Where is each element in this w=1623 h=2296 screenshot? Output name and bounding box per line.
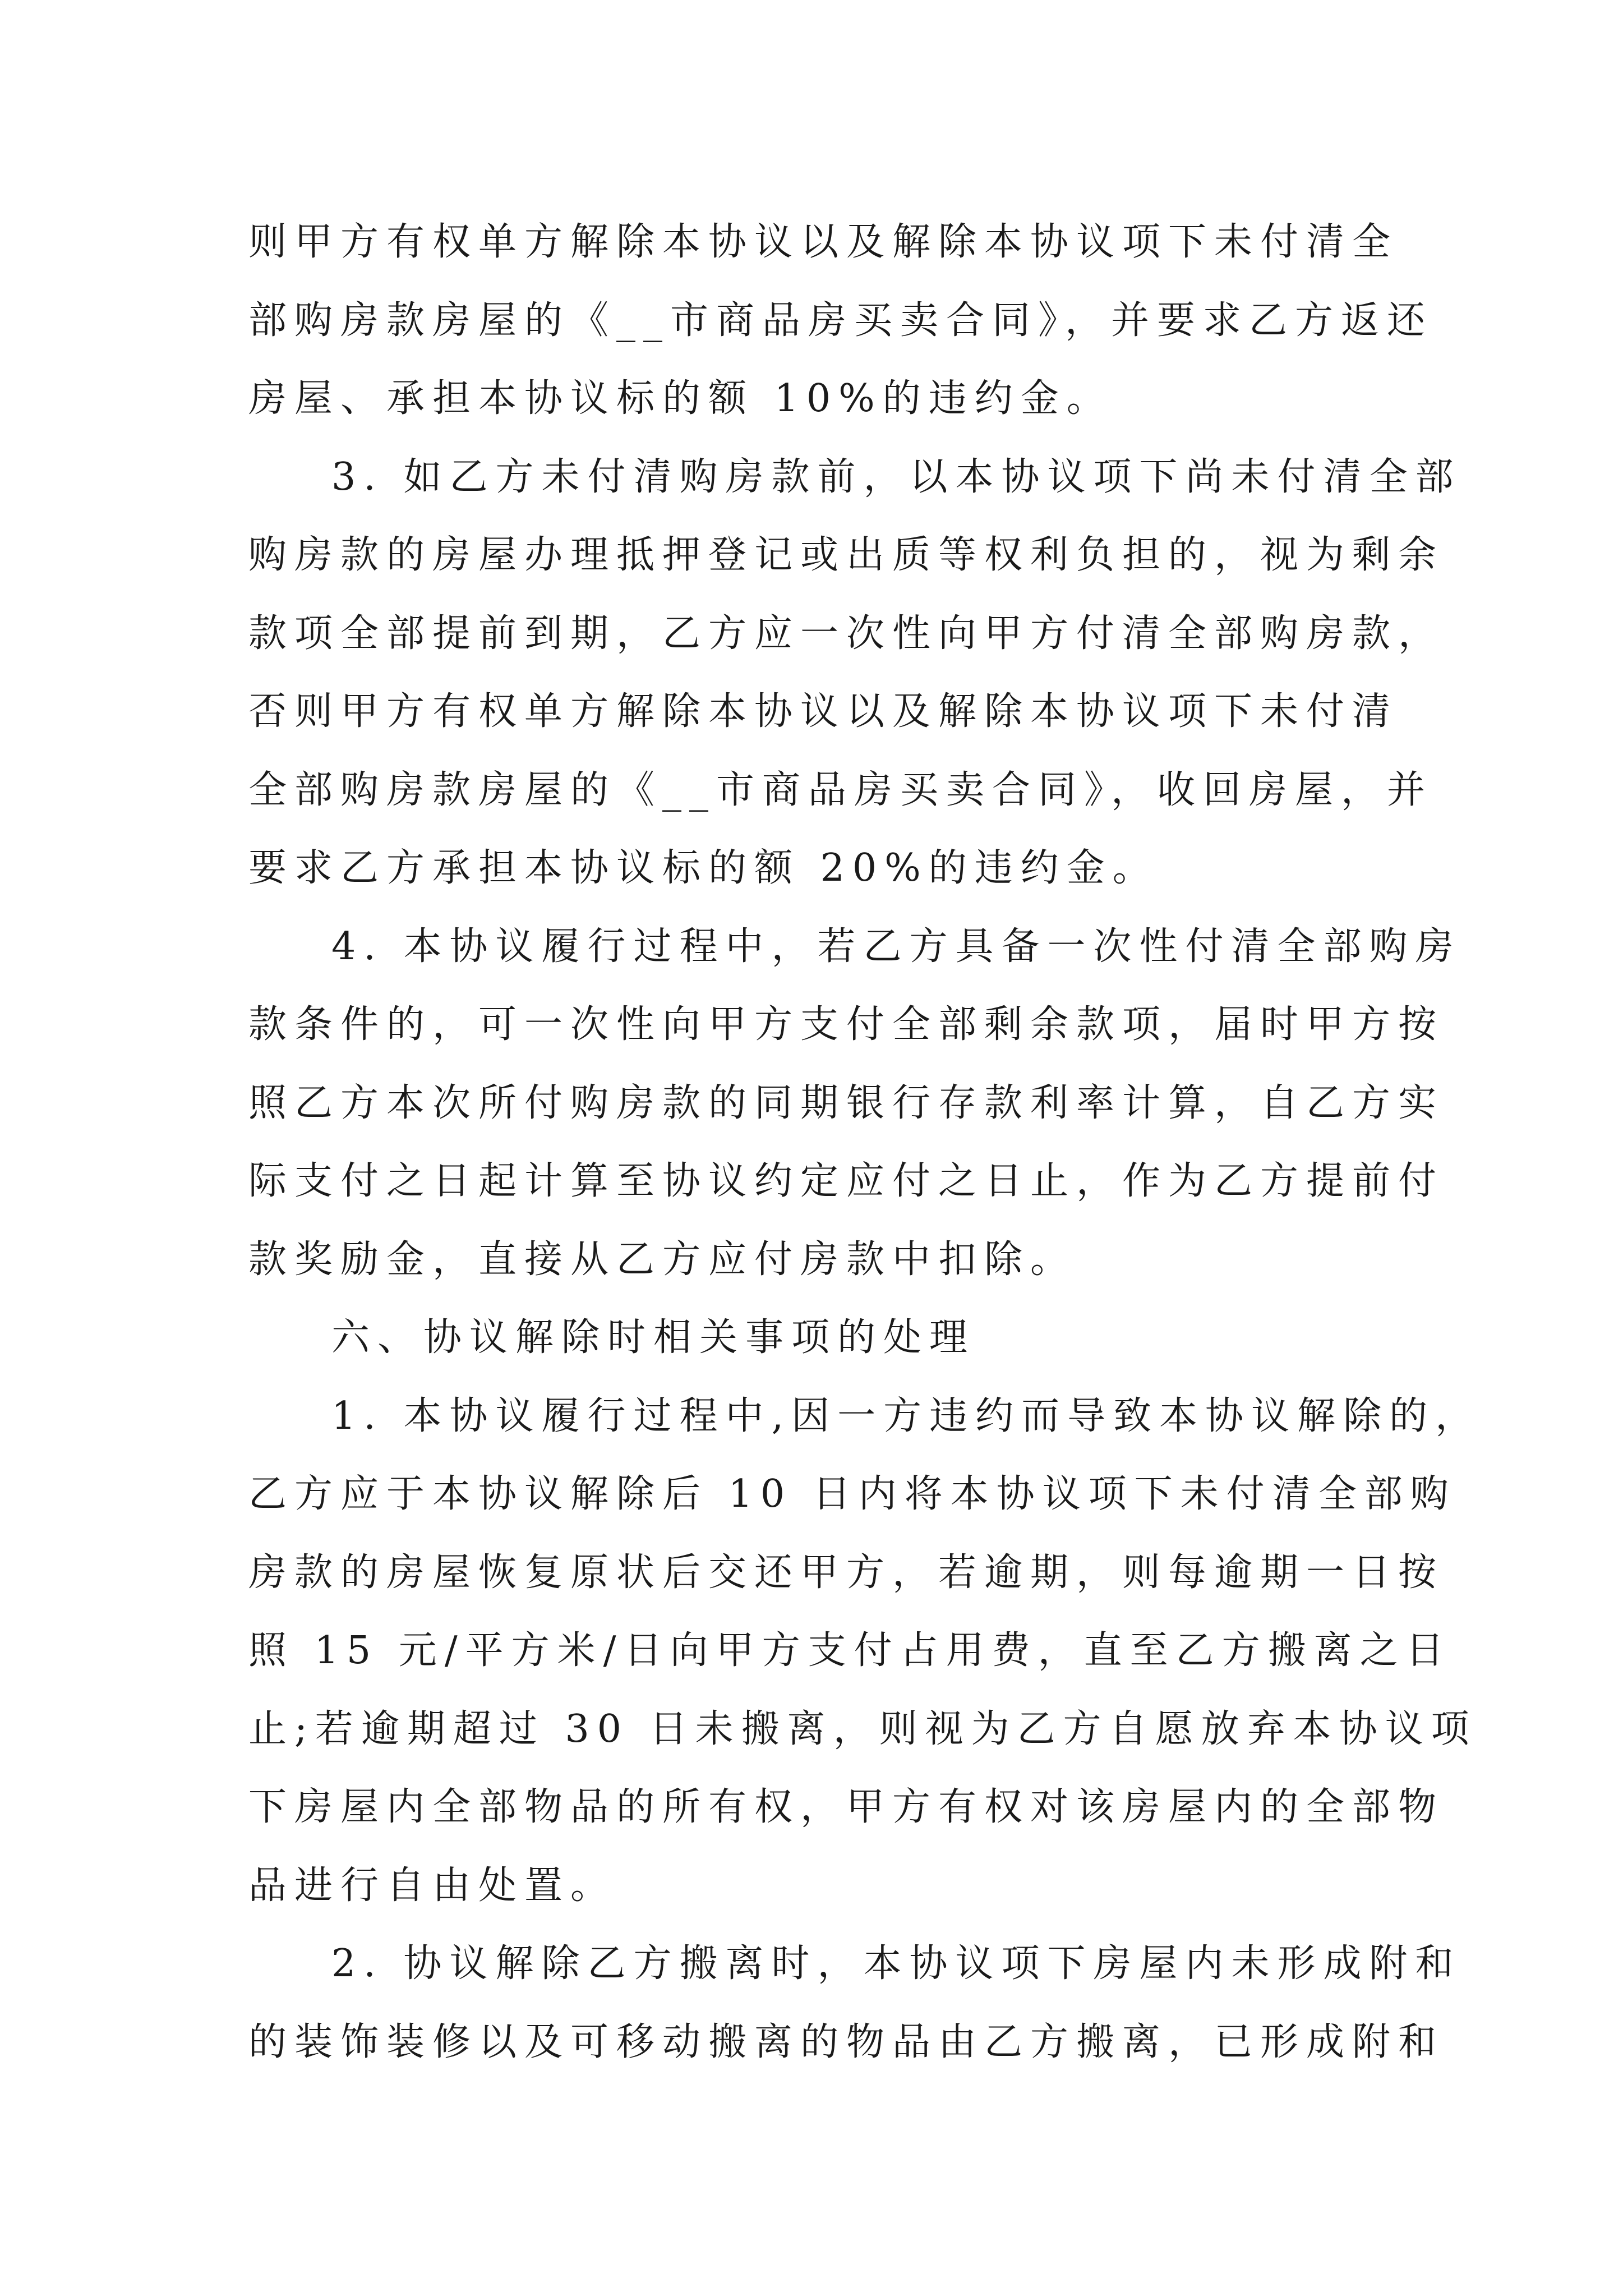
text-line: 要求乙方承担本协议标的额 20%的违约金。	[248, 846, 1159, 890]
text-line: 购房款的房屋办理抵押登记或出质等权利负担的，视为剩余	[248, 533, 1445, 577]
text-line: 款项全部提前到期，乙方应一次性向甲方付清全部购房款，	[248, 611, 1445, 656]
text-line: 全部购房款房屋的《__市商品房买卖合同》，收回房屋，并	[248, 767, 1433, 812]
text-line: 的装饰装修以及可移动搬离的物品由乙方搬离，已形成附和	[248, 2019, 1445, 2064]
text-line: 乙方应于本协议解除后 10 日内将本协议项下未付清全部购	[248, 1472, 1456, 1516]
section-6-heading: 六、协议解除时相关事项的处理	[331, 1315, 976, 1360]
document-body	[248, 203, 1482, 2081]
text-line: 否则甲方有权单方解除本协议以及解除本协议项下未付清	[248, 689, 1399, 734]
clause-4-start: 4. 本协议履行过程中，若乙方具备一次性付清全部购房	[331, 924, 1461, 969]
text-line: 下房屋内全部物品的所有权，甲方有权对该房屋内的全部物	[248, 1785, 1445, 1829]
text-line: 照乙方本次所付购房款的同期银行存款利率计算，自乙方实	[248, 1080, 1445, 1125]
text-line: 照 15 元/平方米/日向甲方支付占用费，直至乙方搬离之日	[248, 1628, 1452, 1673]
text-line: 房屋、承担本协议标的额 10%的违约金。	[248, 376, 1113, 421]
section-6-clause-1-start: 1. 本协议履行过程中,因一方违约而导致本协议解除的，	[331, 1393, 1482, 1438]
text-line: 则甲方有权单方解除本协议以及解除本协议项下未付清全	[248, 220, 1399, 264]
text-line: 款奖励金，直接从乙方应付房款中扣除。	[248, 1237, 1077, 1282]
section-6-clause-2-start: 2. 协议解除乙方搬离时，本协议项下房屋内未形成附和	[331, 1941, 1461, 1986]
text-line: 款条件的，可一次性向甲方支付全部剩余款项，届时甲方按	[248, 1002, 1445, 1047]
text-line: 房款的房屋恢复原状后交还甲方，若逾期，则每逾期一日按	[248, 1550, 1445, 1595]
text-line: 品进行自由处置。	[248, 1863, 617, 1908]
text-line: 止;若逾期超过 30 日未搬离，则视为乙方自愿放弃本协议项	[248, 1706, 1477, 1751]
text-line: 部购房款房屋的《__市商品房买卖合同》，并要求乙方返还	[248, 298, 1433, 343]
clause-3-start: 3. 如乙方未付清购房款前，以本协议项下尚未付清全部	[331, 454, 1461, 499]
text-line: 际支付之日起计算至协议约定应付之日止，作为乙方提前付	[248, 1159, 1445, 1203]
